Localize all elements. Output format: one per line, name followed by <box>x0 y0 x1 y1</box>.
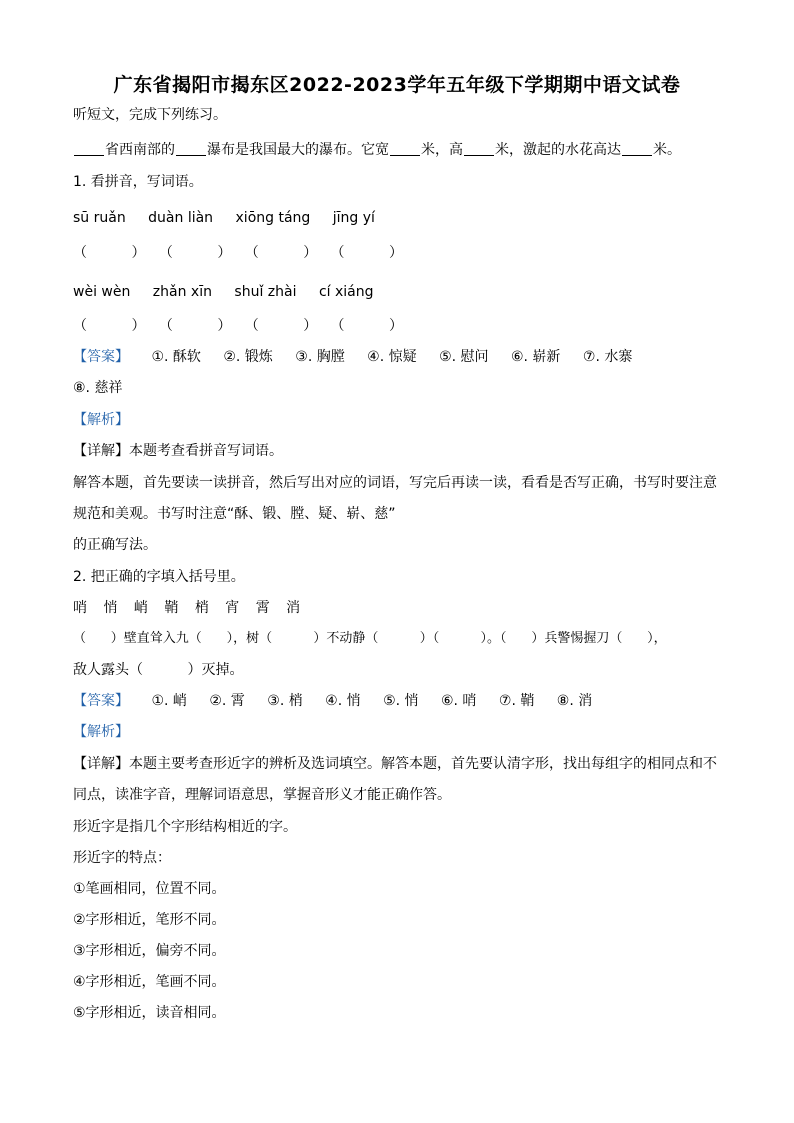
blank[interactable] <box>390 141 420 156</box>
explanation-text: 规范和美观。书写时注意“酥、锻、膛、疑、崭、慈” <box>73 506 396 522</box>
character-options: 哨 悄 峭 鞘 梢 宵 霄 消 <box>73 600 301 616</box>
question-1-heading: 1. 看拼音，写词语。 <box>73 174 203 190</box>
detail-text: 【详解】本题主要考查形近字的辨析及选词填空。解答本题，首先要认清字形，找出每组字的相同点和不 <box>73 756 717 772</box>
explanation-text: 解答本题，首先要读一读拼音，然后写出对应的词语，写完后再读一读，看看是否写正确，书写时要注意 <box>73 475 717 491</box>
explanation-text: 的正确写法。 <box>73 537 157 553</box>
analysis-label: 【解析】 <box>73 412 129 428</box>
detail-text: 同点，读准字音，理解词语意思，掌握音形义才能正确作答。 <box>73 787 451 803</box>
blank[interactable] <box>622 141 652 156</box>
answer-brackets-row-1: （ ） （ ） （ ） （ ） <box>73 245 404 261</box>
definition-text: 形近字是指几个字形结构相近的字。 <box>73 819 297 835</box>
answer-brackets-row-2: （ ） （ ） （ ） （ ） <box>73 318 404 334</box>
fill-blank-sentence: 省西南部的 瀑布是我国最大的瀑布。它宽 米，高 米，激起的水花高达 米。 <box>73 140 734 160</box>
question-1-answers: 【答案】 ①. 酥软 ②. 锻炼 ③. 胸膛 ④. 惊疑 ⑤. 慰问 ⑥. 崭新 ⑦. 水寨 <box>73 349 633 365</box>
question-2-sentence: 敌人露头（ ）灭掉。 <box>73 662 244 678</box>
answer-label: 【答案】 <box>73 349 129 365</box>
blank[interactable] <box>176 141 206 156</box>
detail-text: 【详解】本题考查看拼音写词语。 <box>73 443 283 459</box>
feature-item: ②字形相近，笔形不同。 <box>73 912 226 928</box>
feature-item: ③字形相近，偏旁不同。 <box>73 943 226 959</box>
intro-text: 听短文，完成下列练习。 <box>73 107 227 123</box>
analysis-label: 【解析】 <box>73 724 129 740</box>
answer-item: ⑧. 慈祥 <box>73 380 123 396</box>
pinyin-row-2: wèi wèn zhǎn xīn shuǐ zhài cí xiáng <box>73 284 374 300</box>
feature-item: ①笔画相同，位置不同。 <box>73 881 226 897</box>
feature-item: ④字形相近，笔画不同。 <box>73 974 226 990</box>
question-2-heading: 2. 把正确的字填入括号里。 <box>73 569 245 585</box>
pinyin-row-1: sū ruǎn duàn liàn xiōng táng jīng yí <box>73 210 375 226</box>
answer-label: 【答案】 <box>73 693 129 709</box>
question-2-answers: 【答案】 ①. 峭 ②. 霄 ③. 梢 ④. 悄 ⑤. 悄 ⑥. 哨 ⑦. 鞘 ⑧. 消 <box>73 693 593 709</box>
feature-item: ⑤字形相近，读音相同。 <box>73 1005 226 1021</box>
blank[interactable] <box>464 141 494 156</box>
features-heading: 形近字的特点： <box>73 850 171 866</box>
page-title: 广东省揭阳市揭东区2022-2023学年五年级下学期期中语文试卷 <box>113 74 681 96</box>
blank[interactable] <box>74 141 104 156</box>
question-2-sentence: （ ）壁直耸入九（ ），树（ ）不动静（ ）（ ）。（ ）兵警惕握刀（ ）， <box>73 631 667 646</box>
